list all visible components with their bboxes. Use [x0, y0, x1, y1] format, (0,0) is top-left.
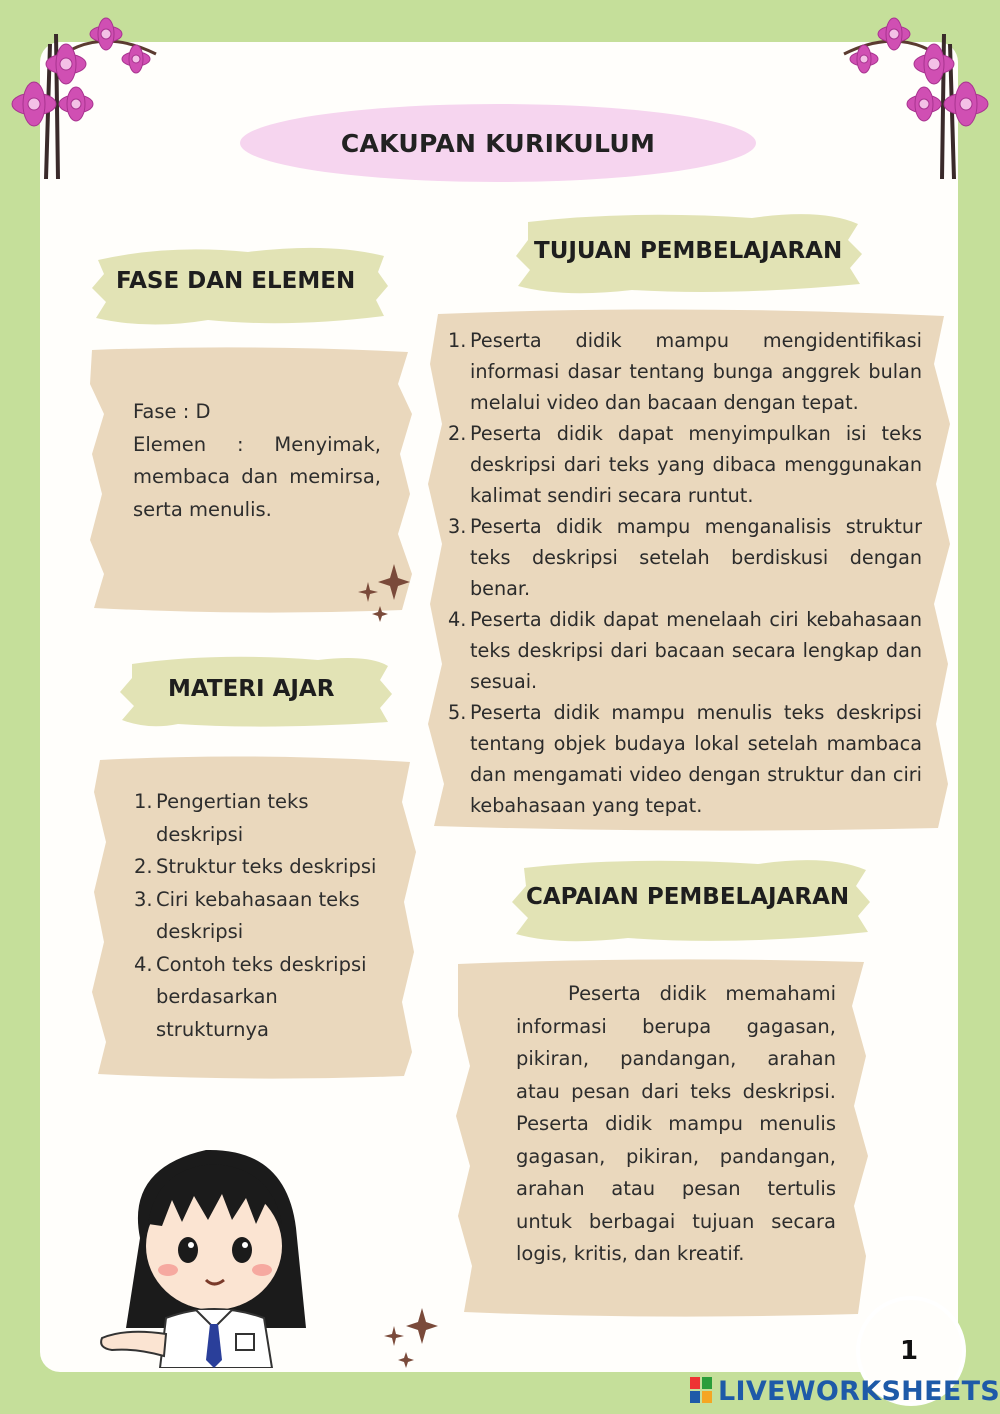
- list-item: 2. Peserta didik dapat menyimpulkan isi teks deskripsi dari teks yang dibaca menggunakan kalimat sendiri secara runtut.: [448, 422, 922, 507]
- list-item: 3. Peserta didik mampu menganalisis struktur teks deskripsi setelah berdiskusi dengan benar.: [448, 515, 922, 600]
- student-girl-illustration: [96, 1128, 336, 1368]
- orchid-icon: [6, 4, 166, 179]
- list-item: 5. Peserta didik mampu menulis teks deskripsi tentang objek budaya lokal setelah mambaca dan mengamati video dengan struktur dan ciri kebahasaan yang tepat.: [448, 701, 922, 817]
- list-item: 4. Contoh teks deskripsi berdasarkan strukturnya: [134, 952, 367, 1041]
- liveworksheets-logo-icon: [690, 1377, 714, 1405]
- list-item: 1. Peserta didik mampu mengidentifikasi informasi dasar tentang bunga anggrek bulan melalui video dan bacaan dengan tepat.: [448, 329, 922, 414]
- capaian-box: [454, 956, 870, 1320]
- watermark-text: LIVEWORKSHEETS: [718, 1375, 1000, 1407]
- capaian-heading: CAPAIAN PEMBELAJARAN: [526, 884, 850, 910]
- materi-ajar-list: [134, 786, 396, 1046]
- capaian-heading-brush: [508, 852, 874, 946]
- tujuan-list: [448, 325, 922, 821]
- page-number: 1: [900, 1336, 919, 1366]
- fase-text: Fase : D: [133, 400, 211, 423]
- capaian-text: Peserta didik memahami informasi berupa gagasan, pikiran, pandangan, arahan atau pesan dari teks deskripsi. Peserta didik mampu menulis gagasan, pikiran, pandangan, arahan atau pesan tertulis untuk berbagai tujuan secara logis, kritis, dan kreatif.: [516, 982, 836, 1265]
- sparkle-icon: [380, 1306, 440, 1368]
- tujuan-heading-brush: [512, 206, 866, 298]
- list-item: 4. Peserta didik dapat menelaah ciri kebahasaan teks deskripsi dari bacaan secara lengkap dan sesuai.: [448, 608, 922, 693]
- sparkle-icon: [354, 562, 412, 622]
- page-title: CAKUPAN KURIKULUM: [340, 128, 656, 158]
- materi-ajar-heading-brush: [118, 650, 394, 730]
- tujuan-heading: TUJUAN PEMBELAJARAN: [534, 238, 843, 264]
- fase-elemen-heading: FASE DAN ELEMEN: [116, 268, 356, 294]
- tujuan-box: [424, 304, 954, 834]
- list-item: 3. Ciri kebahasaan teks deskripsi: [134, 887, 360, 943]
- fase-elemen-heading-brush: [88, 238, 392, 330]
- list-item: 1. Pengertian teks deskripsi: [134, 790, 309, 846]
- list-item: 2. Struktur teks deskripsi: [134, 855, 377, 878]
- materi-ajar-box: [90, 752, 418, 1082]
- title-banner: [240, 104, 756, 182]
- liveworksheets-watermark: [690, 1372, 1000, 1410]
- orchid-icon: [834, 4, 994, 179]
- materi-ajar-heading: MATERI AJAR: [168, 676, 335, 702]
- elemen-text: Elemen : Menyimak, membaca dan memirsa, serta menulis.: [133, 432, 381, 521]
